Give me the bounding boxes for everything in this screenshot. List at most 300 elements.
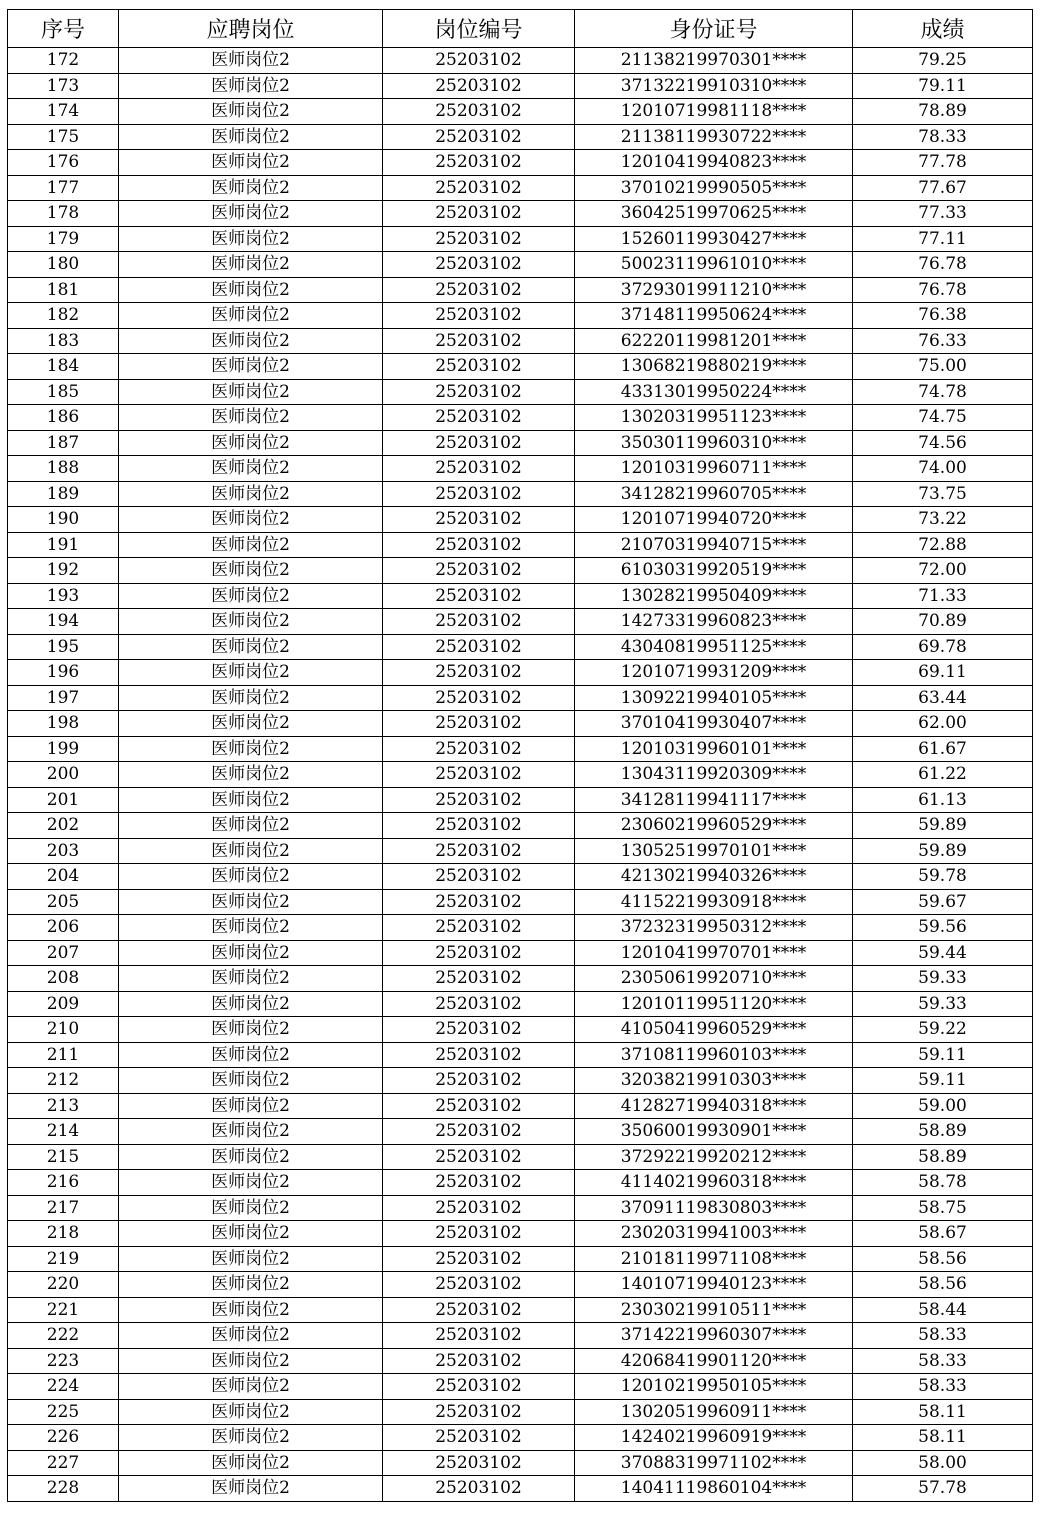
table-row [8, 1323, 1033, 1349]
table-row [8, 558, 1033, 584]
table-row [8, 1195, 1033, 1221]
table-row [8, 583, 1033, 609]
table-row [8, 1119, 1033, 1145]
table-row [8, 456, 1033, 482]
table-row [8, 226, 1033, 252]
cell-score: 59.89 [853, 838, 1033, 864]
cell-position: 医师岗位2 [119, 915, 383, 941]
cell-position-code: 25203102 [383, 456, 575, 482]
cell-position: 医师岗位2 [119, 124, 383, 150]
cell-serial-number: 176 [8, 150, 119, 176]
cell-id-number: 35060019930901**** [575, 1119, 853, 1145]
cell-id-number: 12010219950105**** [575, 1374, 853, 1400]
cell-score: 61.67 [853, 736, 1033, 762]
cell-position-code: 25203102 [383, 379, 575, 405]
header-position-code: 岗位编号 [383, 10, 575, 48]
cell-serial-number: 218 [8, 1221, 119, 1247]
cell-serial-number: 181 [8, 277, 119, 303]
cell-serial-number: 212 [8, 1068, 119, 1094]
table-row [8, 379, 1033, 405]
cell-position: 医师岗位2 [119, 303, 383, 329]
cell-id-number: 37292219920212**** [575, 1144, 853, 1170]
table-row [8, 1297, 1033, 1323]
cell-position: 医师岗位2 [119, 889, 383, 915]
cell-position-code: 25203102 [383, 736, 575, 762]
table-row [8, 354, 1033, 380]
cell-id-number: 23020319941003**** [575, 1221, 853, 1247]
cell-score: 76.78 [853, 277, 1033, 303]
cell-position: 医师岗位2 [119, 507, 383, 533]
cell-position: 医师岗位2 [119, 1042, 383, 1068]
cell-serial-number: 227 [8, 1450, 119, 1476]
cell-score: 57.78 [853, 1476, 1033, 1502]
cell-serial-number: 228 [8, 1476, 119, 1502]
table-row [8, 1017, 1033, 1043]
cell-score: 70.89 [853, 609, 1033, 635]
table-row [8, 252, 1033, 278]
cell-serial-number: 193 [8, 583, 119, 609]
cell-serial-number: 211 [8, 1042, 119, 1068]
cell-score: 77.67 [853, 175, 1033, 201]
table-row [8, 1170, 1033, 1196]
cell-score: 59.67 [853, 889, 1033, 915]
cell-score: 63.44 [853, 685, 1033, 711]
cell-position: 医师岗位2 [119, 1450, 383, 1476]
cell-position: 医师岗位2 [119, 711, 383, 737]
cell-position: 医师岗位2 [119, 991, 383, 1017]
cell-serial-number: 198 [8, 711, 119, 737]
table-row [8, 1399, 1033, 1425]
cell-position-code: 25203102 [383, 1476, 575, 1502]
cell-id-number: 37010219990505**** [575, 175, 853, 201]
cell-id-number: 21070319940715**** [575, 532, 853, 558]
table-row [8, 864, 1033, 890]
cell-id-number: 23060219960529**** [575, 813, 853, 839]
table-row [8, 1068, 1033, 1094]
cell-position-code: 25203102 [383, 1093, 575, 1119]
cell-position-code: 25203102 [383, 609, 575, 635]
cell-position: 医师岗位2 [119, 252, 383, 278]
cell-serial-number: 206 [8, 915, 119, 941]
cell-serial-number: 221 [8, 1297, 119, 1323]
cell-position-code: 25203102 [383, 1246, 575, 1272]
cell-id-number: 13068219880219**** [575, 354, 853, 380]
cell-score: 78.33 [853, 124, 1033, 150]
cell-position-code: 25203102 [383, 405, 575, 431]
cell-position: 医师岗位2 [119, 1272, 383, 1298]
header-row [8, 10, 1033, 48]
cell-position: 医师岗位2 [119, 558, 383, 584]
cell-position: 医师岗位2 [119, 1297, 383, 1323]
table-row [8, 1374, 1033, 1400]
cell-position: 医师岗位2 [119, 1323, 383, 1349]
table-row [8, 660, 1033, 686]
cell-id-number: 61030319920519**** [575, 558, 853, 584]
table-row [8, 430, 1033, 456]
cell-position: 医师岗位2 [119, 609, 383, 635]
cell-position-code: 25203102 [383, 762, 575, 788]
table-row [8, 1144, 1033, 1170]
cell-position: 医师岗位2 [119, 1119, 383, 1145]
cell-id-number: 41152219930918**** [575, 889, 853, 915]
cell-position-code: 25203102 [383, 1017, 575, 1043]
table-row [8, 838, 1033, 864]
cell-position-code: 25203102 [383, 634, 575, 660]
cell-serial-number: 226 [8, 1425, 119, 1451]
table-row [8, 175, 1033, 201]
cell-position: 医师岗位2 [119, 1017, 383, 1043]
header-serial-number: 序号 [8, 10, 119, 48]
cell-score: 76.33 [853, 328, 1033, 354]
cell-id-number: 37132219910310**** [575, 73, 853, 99]
cell-id-number: 21138119930722**** [575, 124, 853, 150]
cell-position-code: 25203102 [383, 328, 575, 354]
cell-score: 59.78 [853, 864, 1033, 890]
cell-position-code: 25203102 [383, 991, 575, 1017]
cell-serial-number: 195 [8, 634, 119, 660]
cell-score: 79.25 [853, 48, 1033, 74]
cell-serial-number: 174 [8, 99, 119, 125]
cell-serial-number: 184 [8, 354, 119, 380]
cell-position: 医师岗位2 [119, 813, 383, 839]
cell-position: 医师岗位2 [119, 762, 383, 788]
cell-position-code: 25203102 [383, 1170, 575, 1196]
cell-id-number: 32038219910303**** [575, 1068, 853, 1094]
cell-score: 59.00 [853, 1093, 1033, 1119]
cell-position-code: 25203102 [383, 73, 575, 99]
cell-position-code: 25203102 [383, 226, 575, 252]
cell-id-number: 12010719940720**** [575, 507, 853, 533]
cell-position-code: 25203102 [383, 711, 575, 737]
cell-position-code: 25203102 [383, 1272, 575, 1298]
cell-serial-number: 192 [8, 558, 119, 584]
cell-id-number: 41140219960318**** [575, 1170, 853, 1196]
cell-id-number: 12010319960101**** [575, 736, 853, 762]
cell-serial-number: 183 [8, 328, 119, 354]
cell-position: 医师岗位2 [119, 1348, 383, 1374]
cell-score: 59.56 [853, 915, 1033, 941]
table-row [8, 736, 1033, 762]
table-row [8, 405, 1033, 431]
cell-score: 61.13 [853, 787, 1033, 813]
cell-id-number: 14273319960823**** [575, 609, 853, 635]
table-row [8, 328, 1033, 354]
cell-score: 74.78 [853, 379, 1033, 405]
cell-id-number: 37148119950624**** [575, 303, 853, 329]
cell-score: 59.33 [853, 991, 1033, 1017]
cell-id-number: 34128119941117**** [575, 787, 853, 813]
cell-position: 医师岗位2 [119, 966, 383, 992]
cell-score: 76.78 [853, 252, 1033, 278]
header-id-number: 身份证号 [575, 10, 853, 48]
cell-score: 58.44 [853, 1297, 1033, 1323]
cell-id-number: 14010719940123**** [575, 1272, 853, 1298]
cell-id-number: 13052519970101**** [575, 838, 853, 864]
cell-id-number: 37232319950312**** [575, 915, 853, 941]
cell-position: 医师岗位2 [119, 532, 383, 558]
cell-id-number: 42068419901120**** [575, 1348, 853, 1374]
cell-score: 58.00 [853, 1450, 1033, 1476]
table-row [8, 813, 1033, 839]
cell-position-code: 25203102 [383, 277, 575, 303]
table-row [8, 277, 1033, 303]
cell-position: 医师岗位2 [119, 940, 383, 966]
table-row [8, 99, 1033, 125]
table-row [8, 1425, 1033, 1451]
cell-position-code: 25203102 [383, 481, 575, 507]
cell-id-number: 12010719931209**** [575, 660, 853, 686]
table-row [8, 915, 1033, 941]
cell-serial-number: 213 [8, 1093, 119, 1119]
cell-position: 医师岗位2 [119, 583, 383, 609]
cell-score: 58.89 [853, 1119, 1033, 1145]
cell-score: 58.56 [853, 1272, 1033, 1298]
cell-id-number: 37010419930407**** [575, 711, 853, 737]
table-row [8, 1476, 1033, 1502]
cell-position-code: 25203102 [383, 99, 575, 125]
cell-position-code: 25203102 [383, 915, 575, 941]
cell-position-code: 25203102 [383, 1323, 575, 1349]
cell-id-number: 12010119951120**** [575, 991, 853, 1017]
table-row [8, 1042, 1033, 1068]
cell-id-number: 12010719981118**** [575, 99, 853, 125]
cell-position-code: 25203102 [383, 660, 575, 686]
cell-serial-number: 200 [8, 762, 119, 788]
cell-id-number: 41282719940318**** [575, 1093, 853, 1119]
cell-position-code: 25203102 [383, 1425, 575, 1451]
cell-id-number: 21018119971108**** [575, 1246, 853, 1272]
table-row [8, 124, 1033, 150]
cell-id-number: 13092219940105**** [575, 685, 853, 711]
cell-serial-number: 196 [8, 660, 119, 686]
cell-score: 59.33 [853, 966, 1033, 992]
cell-serial-number: 224 [8, 1374, 119, 1400]
cell-id-number: 13020519960911**** [575, 1399, 853, 1425]
cell-position: 医师岗位2 [119, 481, 383, 507]
cell-position: 医师岗位2 [119, 838, 383, 864]
cell-position-code: 25203102 [383, 175, 575, 201]
cell-score: 58.11 [853, 1399, 1033, 1425]
score-table [7, 9, 1033, 1502]
cell-serial-number: 191 [8, 532, 119, 558]
cell-serial-number: 199 [8, 736, 119, 762]
cell-position: 医师岗位2 [119, 150, 383, 176]
cell-id-number: 42130219940326**** [575, 864, 853, 890]
cell-serial-number: 178 [8, 201, 119, 227]
table-row [8, 150, 1033, 176]
cell-serial-number: 202 [8, 813, 119, 839]
cell-position-code: 25203102 [383, 532, 575, 558]
cell-serial-number: 185 [8, 379, 119, 405]
cell-position: 医师岗位2 [119, 1221, 383, 1247]
cell-score: 74.00 [853, 456, 1033, 482]
cell-position-code: 25203102 [383, 124, 575, 150]
cell-serial-number: 177 [8, 175, 119, 201]
cell-id-number: 13020319951123**** [575, 405, 853, 431]
table-row [8, 1093, 1033, 1119]
cell-serial-number: 217 [8, 1195, 119, 1221]
cell-score: 73.75 [853, 481, 1033, 507]
cell-id-number: 13043119920309**** [575, 762, 853, 788]
cell-position-code: 25203102 [383, 1297, 575, 1323]
table-row [8, 1221, 1033, 1247]
table-row [8, 1348, 1033, 1374]
cell-serial-number: 187 [8, 430, 119, 456]
cell-id-number: 36042519970625**** [575, 201, 853, 227]
cell-score: 77.11 [853, 226, 1033, 252]
cell-score: 58.89 [853, 1144, 1033, 1170]
cell-serial-number: 190 [8, 507, 119, 533]
cell-score: 58.56 [853, 1246, 1033, 1272]
cell-serial-number: 215 [8, 1144, 119, 1170]
table-row [8, 685, 1033, 711]
cell-position: 医师岗位2 [119, 328, 383, 354]
cell-position-code: 25203102 [383, 1450, 575, 1476]
cell-position-code: 25203102 [383, 1195, 575, 1221]
cell-serial-number: 225 [8, 1399, 119, 1425]
table-row [8, 48, 1033, 74]
cell-score: 78.89 [853, 99, 1033, 125]
cell-serial-number: 216 [8, 1170, 119, 1196]
cell-serial-number: 205 [8, 889, 119, 915]
cell-position-code: 25203102 [383, 507, 575, 533]
cell-score: 77.33 [853, 201, 1033, 227]
cell-position: 医师岗位2 [119, 1144, 383, 1170]
cell-position-code: 25203102 [383, 1042, 575, 1068]
cell-id-number: 37142219960307**** [575, 1323, 853, 1349]
cell-serial-number: 186 [8, 405, 119, 431]
cell-position-code: 25203102 [383, 430, 575, 456]
cell-serial-number: 214 [8, 1119, 119, 1145]
cell-score: 58.78 [853, 1170, 1033, 1196]
table-row [8, 940, 1033, 966]
cell-serial-number: 208 [8, 966, 119, 992]
cell-position-code: 25203102 [383, 48, 575, 74]
cell-position: 医师岗位2 [119, 1425, 383, 1451]
cell-id-number: 37108119960103**** [575, 1042, 853, 1068]
header-score: 成绩 [853, 10, 1033, 48]
cell-score: 76.38 [853, 303, 1033, 329]
cell-score: 75.00 [853, 354, 1033, 380]
cell-score: 62.00 [853, 711, 1033, 737]
cell-position-code: 25203102 [383, 685, 575, 711]
cell-serial-number: 173 [8, 73, 119, 99]
table-row [8, 73, 1033, 99]
cell-position-code: 25203102 [383, 1119, 575, 1145]
cell-position: 医师岗位2 [119, 1068, 383, 1094]
cell-position-code: 25203102 [383, 583, 575, 609]
cell-position-code: 25203102 [383, 940, 575, 966]
cell-serial-number: 179 [8, 226, 119, 252]
cell-position: 医师岗位2 [119, 864, 383, 890]
table-row [8, 609, 1033, 635]
cell-serial-number: 207 [8, 940, 119, 966]
cell-score: 58.33 [853, 1374, 1033, 1400]
cell-serial-number: 220 [8, 1272, 119, 1298]
table-row [8, 1246, 1033, 1272]
cell-serial-number: 204 [8, 864, 119, 890]
cell-id-number: 43313019950224**** [575, 379, 853, 405]
cell-serial-number: 210 [8, 1017, 119, 1043]
cell-position: 医师岗位2 [119, 1170, 383, 1196]
cell-serial-number: 197 [8, 685, 119, 711]
cell-serial-number: 222 [8, 1323, 119, 1349]
cell-position: 医师岗位2 [119, 1093, 383, 1119]
cell-score: 59.44 [853, 940, 1033, 966]
cell-serial-number: 189 [8, 481, 119, 507]
cell-position-code: 25203102 [383, 303, 575, 329]
cell-position: 医师岗位2 [119, 48, 383, 74]
table-row [8, 303, 1033, 329]
cell-position: 医师岗位2 [119, 175, 383, 201]
cell-position-code: 25203102 [383, 252, 575, 278]
cell-position: 医师岗位2 [119, 660, 383, 686]
cell-serial-number: 209 [8, 991, 119, 1017]
cell-score: 69.78 [853, 634, 1033, 660]
table-row [8, 201, 1033, 227]
cell-position: 医师岗位2 [119, 634, 383, 660]
header-position: 应聘岗位 [119, 10, 383, 48]
cell-position: 医师岗位2 [119, 226, 383, 252]
cell-position: 医师岗位2 [119, 1374, 383, 1400]
cell-position: 医师岗位2 [119, 379, 383, 405]
cell-position-code: 25203102 [383, 787, 575, 813]
cell-score: 58.33 [853, 1323, 1033, 1349]
cell-id-number: 14240219960919**** [575, 1425, 853, 1451]
cell-id-number: 34128219960705**** [575, 481, 853, 507]
cell-position: 医师岗位2 [119, 201, 383, 227]
table-row [8, 889, 1033, 915]
cell-position: 医师岗位2 [119, 787, 383, 813]
cell-id-number: 62220119981201**** [575, 328, 853, 354]
cell-score: 69.11 [853, 660, 1033, 686]
cell-score: 72.00 [853, 558, 1033, 584]
cell-serial-number: 182 [8, 303, 119, 329]
table-row [8, 1272, 1033, 1298]
cell-position-code: 25203102 [383, 150, 575, 176]
cell-score: 58.67 [853, 1221, 1033, 1247]
cell-position-code: 25203102 [383, 966, 575, 992]
cell-id-number: 37088319971102**** [575, 1450, 853, 1476]
cell-id-number: 23030219910511**** [575, 1297, 853, 1323]
cell-position-code: 25203102 [383, 1221, 575, 1247]
cell-position-code: 25203102 [383, 1144, 575, 1170]
table-row [8, 507, 1033, 533]
cell-id-number: 12010419940823**** [575, 150, 853, 176]
cell-position-code: 25203102 [383, 813, 575, 839]
cell-position: 医师岗位2 [119, 685, 383, 711]
cell-position-code: 25203102 [383, 864, 575, 890]
table-row [8, 532, 1033, 558]
cell-id-number: 37091119830803**** [575, 1195, 853, 1221]
cell-position-code: 25203102 [383, 354, 575, 380]
table-row [8, 481, 1033, 507]
cell-position-code: 25203102 [383, 201, 575, 227]
cell-score: 79.11 [853, 73, 1033, 99]
cell-serial-number: 223 [8, 1348, 119, 1374]
cell-position: 医师岗位2 [119, 354, 383, 380]
cell-position: 医师岗位2 [119, 430, 383, 456]
cell-position: 医师岗位2 [119, 1195, 383, 1221]
table-row [8, 711, 1033, 737]
table-row [8, 762, 1033, 788]
cell-position: 医师岗位2 [119, 405, 383, 431]
cell-score: 74.56 [853, 430, 1033, 456]
cell-score: 58.33 [853, 1348, 1033, 1374]
table-row [8, 1450, 1033, 1476]
cell-position: 医师岗位2 [119, 277, 383, 303]
cell-score: 58.75 [853, 1195, 1033, 1221]
